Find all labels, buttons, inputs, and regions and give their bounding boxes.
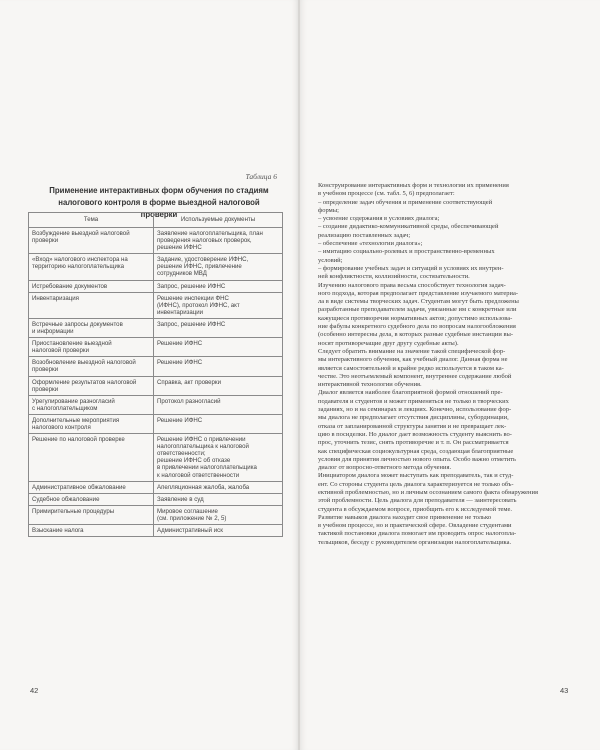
table-header-row xyxy=(29,213,283,228)
column-header-topic: Тема xyxy=(29,213,154,228)
documents-cell xyxy=(154,493,283,505)
text-line: носят противоречащие друг другу судебные акты). xyxy=(318,339,459,347)
document-line: (см. приложение № 2, 5) xyxy=(157,514,227,522)
text-line: Развитие навыков диалога находит свое применение не только xyxy=(318,513,492,521)
text-line: ние фабулы конкретного судебного дела по вопросам налогообложения xyxy=(318,323,516,331)
document-line: проведения налоговых проверок, xyxy=(157,237,252,245)
text-line: цию в посиделки. Но диалог дает возможность студенту выяснить во- xyxy=(318,430,512,438)
text-line: диалог от вопросно-ответного метода обучения. xyxy=(318,464,452,472)
text-line: – определение задач обучения и применение соответствующей xyxy=(318,198,493,206)
text-line: реализацию поставленных задач; xyxy=(318,231,411,239)
text-line: мы диалога не предполагает отсутствия дисциплины, субординации, xyxy=(318,414,509,422)
document-line: Решение ИФНС о привлечении xyxy=(157,436,246,444)
text-line: разработанные преподавателем задачи, увязанные им с конкретные или xyxy=(318,306,517,314)
text-line: интерактивной технологии обучения. xyxy=(318,381,422,389)
topic-line: Решение по налоговой проверке xyxy=(32,436,125,444)
document-line: Апелляционная жалоба, жалоба xyxy=(157,483,250,491)
documents-cell xyxy=(154,434,283,482)
document-line: Решение ИФНС xyxy=(157,416,203,424)
document-line: Запрос, решение ИФНС xyxy=(157,282,226,290)
text-line: условия для принятия личностью нового опыта. Особо важно отметить xyxy=(318,455,517,463)
text-line: ней конфликтности, коллизийности, состязательности. xyxy=(318,273,470,281)
topic-line: Судебное обжалование xyxy=(32,495,100,503)
table-row xyxy=(29,254,283,280)
document-line: Заявление в суд xyxy=(157,495,204,503)
topic-line: «Вход» налогового инспектора на xyxy=(32,256,128,264)
documents-cell xyxy=(154,376,283,395)
text-line: ного подхода, которая предполагает представление изучаемого материа- xyxy=(318,289,519,297)
text-line: заданиях, но и на семинарах и лекциях. Конечно, использование фор- xyxy=(318,406,512,414)
document-line: Протокол разногласий xyxy=(157,397,221,405)
text-line: прос, уточнить тезис, снять противоречие и т. п. Он рассматривается xyxy=(318,439,509,447)
document-line: Решение ИФНС xyxy=(157,340,203,348)
topic-cell xyxy=(29,376,154,395)
topic-line: налоговой проверки xyxy=(32,347,89,355)
document-line: Решение ИФНС xyxy=(157,359,203,367)
page-number-left: 42 xyxy=(30,686,39,695)
text-line: является самостоятельной и крайне редко используется в таком ка- xyxy=(318,364,504,372)
documents-cell xyxy=(154,525,283,537)
document-line: Запрос, решение ИФНС xyxy=(157,320,226,328)
document-line: Задание, удостоверение ИФНС, xyxy=(157,256,249,264)
text-line: формы; xyxy=(318,206,339,214)
text-line: (особенно интересны дела, в которых разные судебные инстанции вы- xyxy=(318,331,514,339)
topic-cell xyxy=(29,292,154,318)
table-row xyxy=(29,525,283,537)
text-line: Диалог является наиболее благоприятной формой отношений пре- xyxy=(318,389,503,397)
document-line: решение ИФНС об отказе xyxy=(157,457,231,465)
text-line: этой проблемности. Цель диалога для преподавателя — заинтересовать xyxy=(318,497,517,505)
table-row xyxy=(29,280,283,292)
topic-line: Дополнительные мероприятия xyxy=(32,416,120,424)
topic-cell xyxy=(29,493,154,505)
documents-cell xyxy=(154,414,283,433)
text-line: отказа от запланированной структуры занятия и не превращает лек- xyxy=(318,422,507,430)
topic-line: проверки xyxy=(32,385,59,393)
text-line: мы интерактивного обучения, как учебный диалог. Данная форма не xyxy=(318,356,508,364)
table-row xyxy=(29,292,283,318)
document-line: ответственности; xyxy=(157,450,206,458)
document-line: (ИФНС), протокол ИФНС, акт xyxy=(157,301,240,309)
topic-cell xyxy=(29,505,154,524)
topic-line: и информации xyxy=(32,328,74,336)
topic-cell xyxy=(29,481,154,493)
topic-cell xyxy=(29,280,154,292)
document-line: Заявление налогоплательщика, план xyxy=(157,230,263,237)
topic-cell xyxy=(29,318,154,337)
text-line: тельщиков, беседу с руководителем организации налогоплательщика. xyxy=(318,538,512,546)
document-line: Административный иск xyxy=(157,527,223,534)
table-row xyxy=(29,228,283,254)
table-row xyxy=(29,505,283,524)
topic-line: с налогоплательщиком xyxy=(32,404,98,412)
text-line: как специфическая социокультурная среда, создающая благоприятные xyxy=(318,447,514,455)
left-page xyxy=(0,0,299,750)
text-line: студента в обсуждаемом вопросе, приобщить его к исследуемой теме. xyxy=(318,505,513,513)
text-line: в учебном процессе (см. табл. 5, 6) предполагает: xyxy=(318,190,455,198)
topic-line: Приостановление выездной xyxy=(32,340,112,348)
documents-cell xyxy=(154,254,283,280)
text-line: – обеспечение «технологии диалога»; xyxy=(318,240,423,248)
documents-cell xyxy=(154,481,283,493)
page-number-right: 43 xyxy=(560,686,569,695)
topic-cell xyxy=(29,434,154,482)
topic-cell xyxy=(29,254,154,280)
documents-cell xyxy=(154,395,283,414)
document-line: инвентаризации xyxy=(157,308,204,316)
table-row xyxy=(29,376,283,395)
text-line: условий; xyxy=(318,256,343,264)
document-line: решение ИФНС xyxy=(157,244,202,252)
text-line: подавателя и студентов и может применяться не только в творческих xyxy=(318,397,509,405)
documents-cell xyxy=(154,357,283,376)
document-line: к налоговой ответственности xyxy=(157,471,240,479)
topic-cell xyxy=(29,525,154,537)
topic-line: Возобновление выездной налоговой xyxy=(32,359,136,367)
text-line: – формирование учебных задач и ситуаций в условиях их внутрен- xyxy=(318,264,504,272)
table-title: Применение интерактивных форм обучения по стадиям налогового контроля в форме выездной налоговой проверки xyxy=(49,186,269,219)
topic-cell xyxy=(29,357,154,376)
document-line: налогоплательщика к налоговой xyxy=(157,443,249,451)
documents-cell xyxy=(154,318,283,337)
documents-cell xyxy=(154,228,283,254)
text-line: Следует обратить внимание на значение такой специфической фор- xyxy=(318,347,506,355)
text-line: – имитацию социально-ролевых и пространственно-временных xyxy=(318,248,495,256)
text-line: Инициатором диалога может выступать как преподаватель, так и студ- xyxy=(318,472,514,480)
text-line: Изучению налогового права весьма способствует технология задач- xyxy=(318,281,506,289)
topic-line: Возбуждение выездной налоговой xyxy=(32,230,130,237)
document-line: Решение инспекции ФНС xyxy=(157,294,229,302)
topic-line: проверки xyxy=(32,366,59,374)
documents-cell xyxy=(154,338,283,357)
document-line: сотрудников МВД xyxy=(157,270,207,278)
topic-line: Встречные запросы документов xyxy=(32,320,123,328)
topic-line: налогового контроля xyxy=(32,423,91,431)
topic-line: Административное обжалование xyxy=(32,483,126,491)
table-body xyxy=(29,228,283,537)
table-row xyxy=(29,357,283,376)
text-line: ективной проблемностью, но и личным осознанием самого факта обнаружения xyxy=(318,488,538,496)
document-line: Мировое соглашение xyxy=(157,507,218,515)
table-label: Таблица 6 xyxy=(245,172,277,181)
document-line: в привлечении налогоплательщика xyxy=(157,464,257,472)
topic-line: Оформление результатов налоговой xyxy=(32,378,137,386)
text-line: тактикой постановки диалога помогает им проводить опрос налогопла- xyxy=(318,530,517,538)
topic-line: Инвентаризация xyxy=(32,294,79,302)
document-line: Справка, акт проверки xyxy=(157,378,221,386)
text-line: ла в виде системы творческих задач. Студентам могут быть предложены xyxy=(318,298,519,306)
table-row xyxy=(29,338,283,357)
text-line: кажущиеся противоречия нормативных актов; допустимо использова- xyxy=(318,314,513,322)
documents-cell xyxy=(154,292,283,318)
table-row xyxy=(29,481,283,493)
text-line: – создание дидактико-коммуникативной среды, обеспечивающей xyxy=(318,223,499,231)
text-line: – усвоение содержания в условиях диалога; xyxy=(318,215,440,223)
table-row xyxy=(29,434,283,482)
table-row xyxy=(29,493,283,505)
documents-table xyxy=(28,212,283,537)
topic-line: территорию налогоплательщика xyxy=(32,263,125,271)
topic-line: Взыскание налога xyxy=(32,527,84,534)
topic-cell xyxy=(29,228,154,254)
topic-cell xyxy=(29,395,154,414)
documents-cell xyxy=(154,505,283,524)
topic-line: Примирительные процедуры xyxy=(32,507,115,515)
text-line: ент. Со стороны студента цель диалога характеризуется не только объ- xyxy=(318,480,514,488)
column-header-documents: Используемые документы xyxy=(154,213,283,228)
body-text xyxy=(318,182,576,547)
documents-cell xyxy=(154,280,283,292)
text-line: в учебном процессе, но и практической сфере. Овладение студентами xyxy=(318,522,512,530)
text-line: честве. Это неотъемлемый компонент, внутреннее содержание любой xyxy=(318,372,512,380)
topic-line: Урегулирование разногласий xyxy=(32,397,115,405)
topic-cell xyxy=(29,338,154,357)
document-line: решение ИФНС, привлечение xyxy=(157,263,242,271)
topic-line: проверки xyxy=(32,237,59,245)
topic-line: Истребование документов xyxy=(32,282,108,290)
table-row xyxy=(29,414,283,433)
text-line: Конструирование интерактивных форм и технологии их применения xyxy=(318,182,509,189)
topic-cell xyxy=(29,414,154,433)
table-row xyxy=(29,395,283,414)
table-row xyxy=(29,318,283,337)
